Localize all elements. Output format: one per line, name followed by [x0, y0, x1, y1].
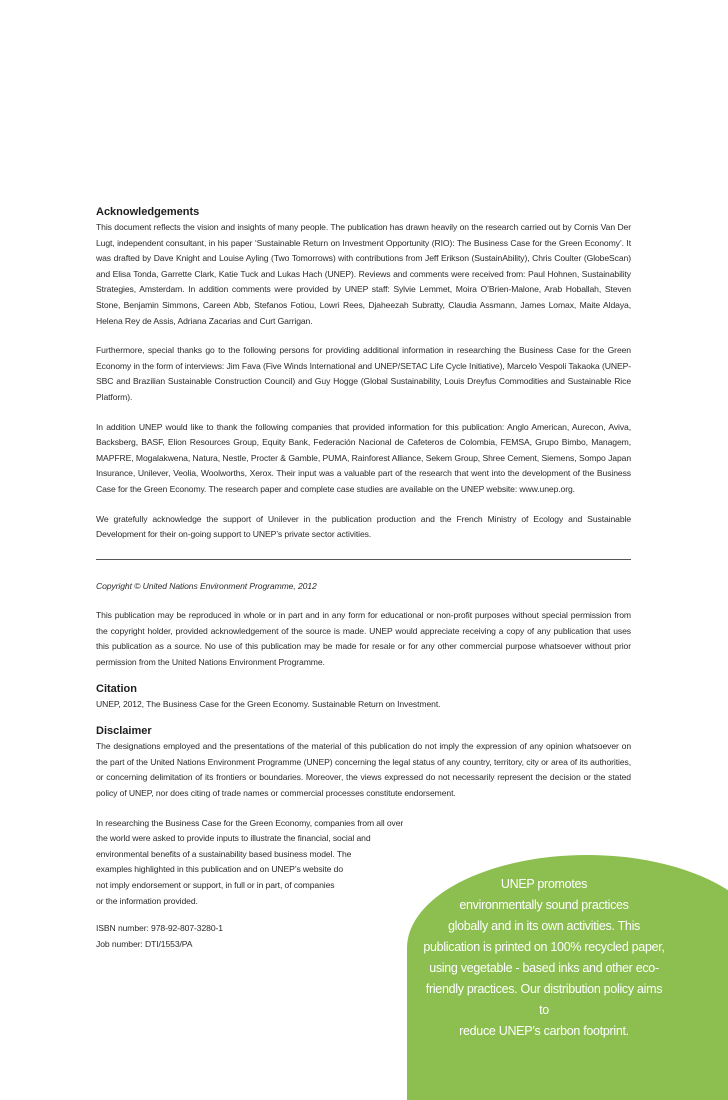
disclaimer-text: The designations employed and the presentations of the material of this publication do not imply the expression of any opinion whatsoever on the part of the United Nations Environment Programme (UNEP) concerning the legal status of any country, territory, city or area of its authorities, or concerning delimitation of its frontiers or boundaries. Moreover, the views expressed do not necessarily represent the decision or the stated policy of UNEP, nor does citing of trade names or commercial processes constitute endorsement.	[96, 741, 631, 799]
research-note-line: the world were asked to provide inputs to illustrate the financial, social and	[96, 833, 371, 844]
green-note-line: UNEP promotes	[500, 877, 588, 891]
green-note-line: publication is printed on 100% recycled paper,	[423, 940, 665, 954]
acknowledgements-paragraph-3: In addition UNEP would like to thank the following companies that provided information for this publication: Anglo American, Aurecon, Aviva, Backsberg, BASF, Elion Resources Group, Equity Bank, Federación Nacional de Cafeteros de Colombia, FEMSA, Grupo Bimbo, Managem, MAPFRE, Mogalakwena, Natura, Nestle, Procter & Gamble, PUMA, Rainforest Alliance, Sekem Group, Shree Cement, Siemens, Sompo Japan Insurance, Unilever, Veolia, Woolworths, Xerox. Their input was a valuable part of the research that went into the development of the Business Case for the Green Economy. The research paper and complete case studies are available on the UNEP website: www.unep.org.	[96, 421, 631, 494]
colophon-page	[96, 205, 631, 952]
job-number: Job number: DTI/1553/PA	[96, 938, 193, 949]
green-note-line: environmentally sound practices	[459, 898, 629, 912]
citation-heading: Citation	[96, 682, 137, 695]
citation-text: UNEP, 2012, The Business Case for the Green Economy. Sustainable Return on Investment.	[96, 698, 441, 709]
section-divider	[96, 559, 631, 560]
acknowledgements-paragraph-4: We gratefully acknowledge the support of Unilever in the publication production and the French Ministry of Ecology and Sustainable Development for their on-going support to UNEP’s private sector activities.	[96, 513, 631, 540]
green-note-line: using vegetable - based inks and other eco-	[429, 961, 659, 975]
research-note-line: In researching the Business Case for the Green Economy, companies from all over	[96, 817, 404, 828]
copyright-text: This publication may be reproduced in whole or in part and in any form for educational or non-profit purposes without special permission from the copyright holder, provided acknowledgement of the source is made. UNEP would appreciate receiving a copy of any publication that uses this publication as a source. No use of this publication may be made for resale or for any other commercial purpose whatsoever without prior permission from the United Nations Environment Programme.	[96, 610, 631, 668]
green-note-line: reduce UNEP’s carbon footprint.	[459, 1024, 629, 1038]
copyright-line: Copyright © United Nations Environment Programme, 2012	[96, 580, 317, 591]
research-note-line: environmental benefits of a sustainability based business model. The	[96, 848, 352, 859]
research-note-line: or the information provided.	[96, 895, 198, 906]
green-note-text	[420, 874, 668, 1042]
acknowledgements-paragraph-2: Furthermore, special thanks go to the following persons for providing additional information in researching the Business Case for the Green Economy in the form of interviews: Jim Fava (Five Winds International and UNEP/SETAC Life Cycle Initiative), Marcelo Vespoli Takaoka (UNEP-SBC and Brazilian Sustainable Construction Council) and Guy Hogge (Global Sustainability, Louis Dreyfus Commodities and Sustainable Rice Platform).	[96, 345, 631, 402]
disclaimer-heading: Disclaimer	[96, 725, 152, 738]
acknowledgements-heading: Acknowledgements	[96, 206, 200, 218]
research-note-line: examples highlighted in this publication and on UNEP’s website do	[96, 864, 344, 875]
green-note-line: globally and in its own activities. This	[447, 919, 641, 933]
research-note	[96, 816, 446, 910]
green-note-line: friendly practices. Our distribution policy aims to	[425, 982, 663, 1017]
isbn-number: ISBN number: 978-92-807-3280-1	[96, 923, 223, 934]
acknowledgements-paragraph-1: This document reflects the vision and insights of many people. The publication has drawn heavily on the research carried out by Cornis Van Der Lugt, independent consultant, in his paper ‘Sustainable Return on Investment Opportunity (RIO): The Business Case for the Green Economy’. It was drafted by Dave Knight and Louise Ayling (Two Tomorrows) with contributions from Jeff Erikson (SustainAbility), Chris Coulter (GlobeScan) and Elisa Tonda, Garrette Clark, Katie Tuck and Lukas Hach (UNEP). Reviews and comments were received from: Paul Hohnen, Sustainability Strategies, Amsterdam. In addition comments were provided by UNEP staff: Sylvie Lemmet, Moira O’Brien-Malone, Arab Hoballah, Steven Stone, Benjamin Simmons, Careen Abb, Stefanos Fotiou, Lowri Rees, Djaheezah Subratty, Claudia Assmann, James Lomax, Maite Aldaya, Helena Rey de Assis, Adriana Zacarias and Curt Garrigan.	[96, 222, 631, 326]
research-note-line: not imply endorsement or support, in full or in part, of companies	[96, 880, 335, 890]
